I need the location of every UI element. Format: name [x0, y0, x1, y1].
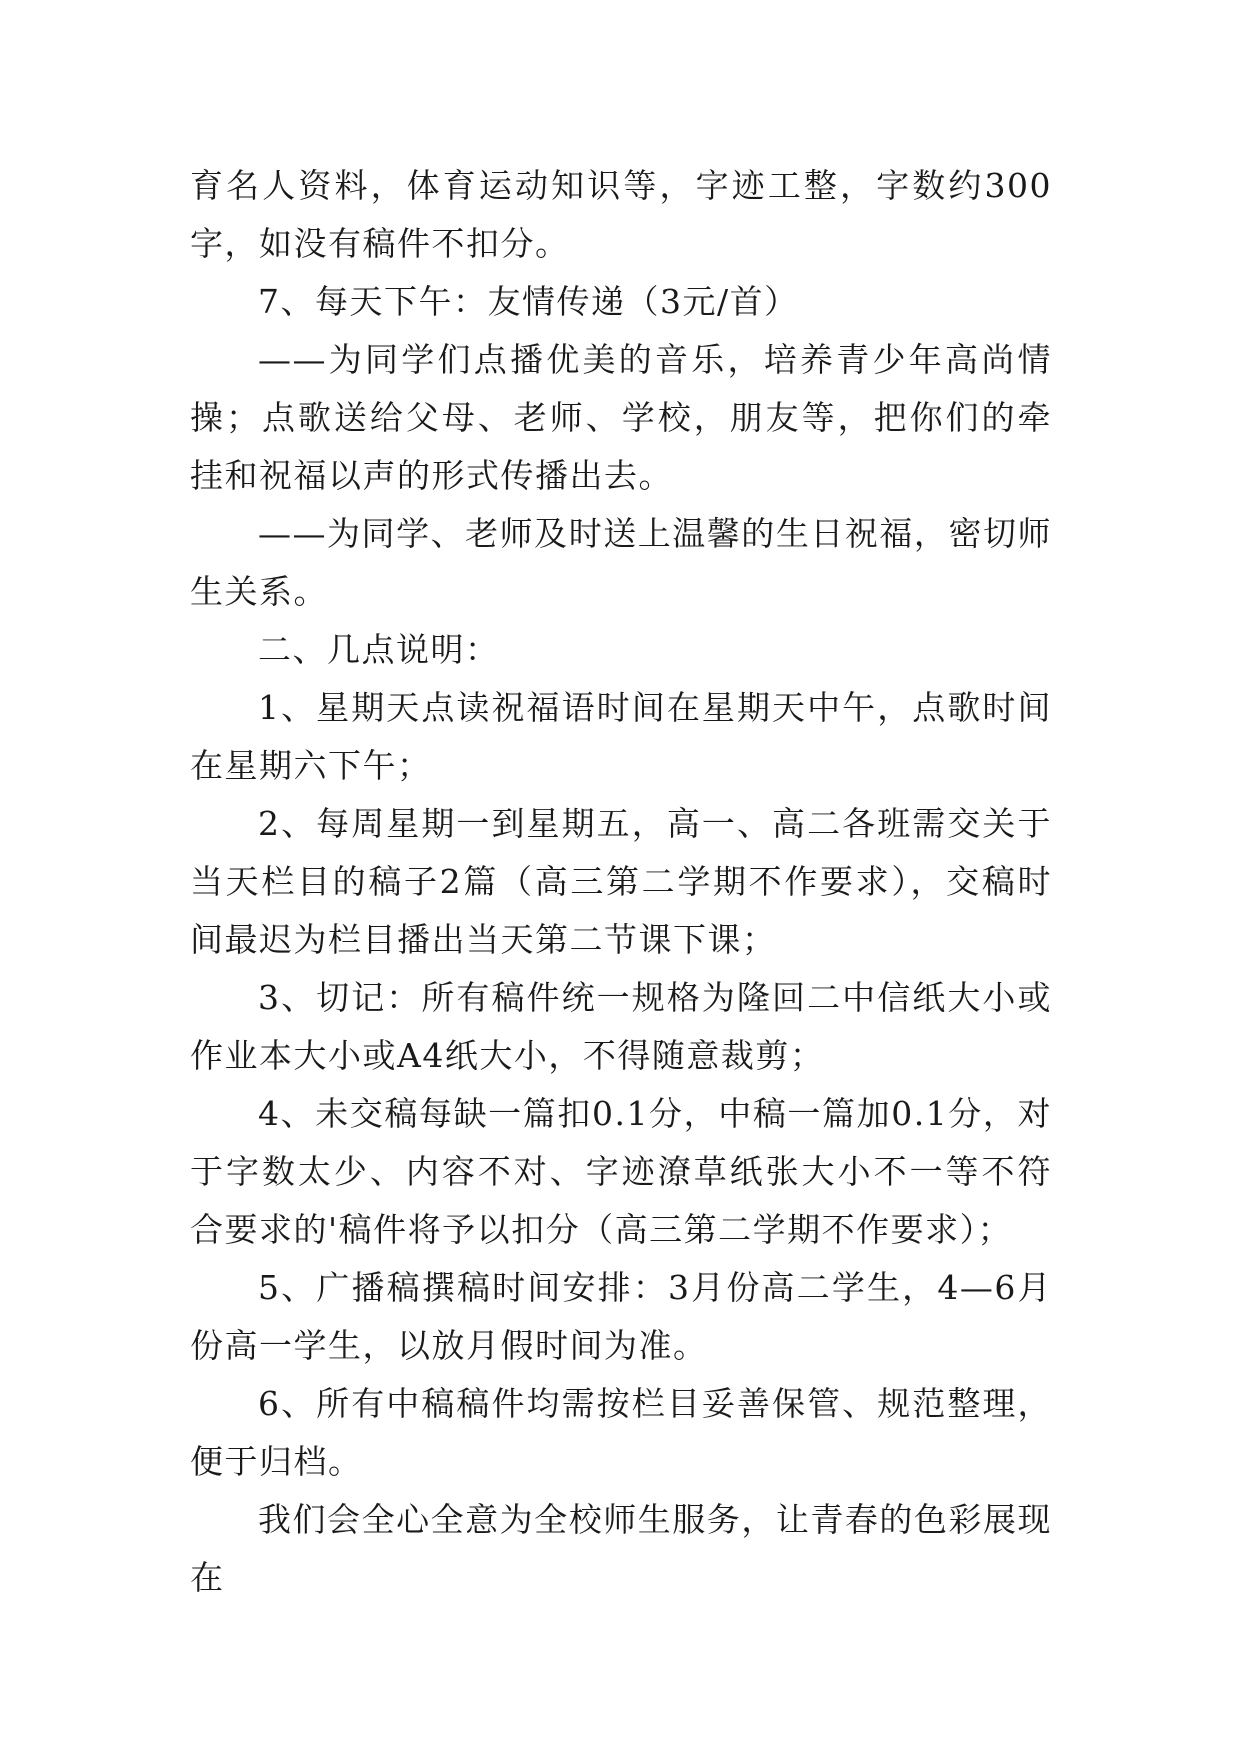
note-item-1: 1、星期天点读祝福语时间在星期天中午，点歌时间在星期六下午；	[190, 688, 1052, 785]
note-item-6: 6、所有中稿稿件均需按栏目妥善保管、规范整理，便于归档。	[190, 1384, 1052, 1481]
paragraph-item-7: 7、每天下午：友情传递（3元/首）	[258, 282, 799, 321]
note-item-5: 5、广播稿撰稿时间安排：3月份高二学生，4—6月份高一学生，以放月假时间为准。	[190, 1268, 1052, 1365]
document-body	[190, 157, 1052, 1607]
section-heading-notes: 二、几点说明：	[258, 630, 500, 669]
note-item-4: 4、未交稿每缺一篇扣0.1分，中稿一篇加0.1分，对于字数太少、内容不对、字迹潦草纸张大小不一等不符合要求的'稿件将予以扣分（高三第二学期不作要求）；	[190, 1094, 1052, 1249]
paragraph-continuation: 育名人资料，体育运动知识等，字迹工整，字数约300字，如没有稿件不扣分。	[190, 166, 1052, 263]
paragraph-birthday-wishes: ——为同学、老师及时送上温馨的生日祝福，密切师生关系。	[190, 514, 1052, 611]
note-item-2: 2、每周星期一到星期五，高一、高二各班需交关于当天栏目的稿子2篇（高三第二学期不作要求），交稿时间最迟为栏目播出当天第二节课下课；	[190, 804, 1052, 959]
closing-paragraph: 我们会全心全意为全校师生服务，让青春的色彩展现在	[190, 1500, 1052, 1597]
paragraph-song-request: ——为同学们点播优美的音乐，培养青少年高尚情操；点歌送给父母、老师、学校，朋友等，把你们的牵挂和祝福以声的形式传播出去。	[190, 340, 1052, 495]
note-item-3: 3、切记：所有稿件统一规格为隆回二中信纸大小或作业本大小或A4纸大小，不得随意裁剪；	[190, 978, 1052, 1075]
